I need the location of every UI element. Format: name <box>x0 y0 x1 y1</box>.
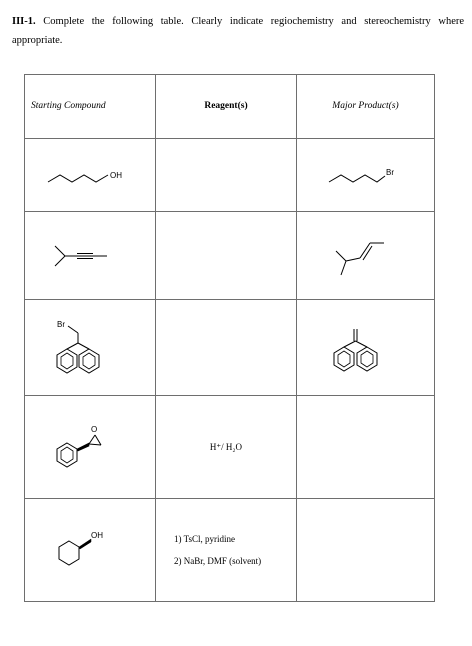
table-row <box>25 396 435 499</box>
diphenylethylene-structure <box>321 323 411 373</box>
cyclohexanol-structure <box>45 527 135 573</box>
cis-alkene-structure <box>326 233 406 279</box>
starting-compound-cell <box>25 396 156 499</box>
styrene-oxide-structure <box>45 423 135 471</box>
bromo-label: Br <box>385 167 394 177</box>
reagent-answer-cell[interactable] <box>156 300 297 396</box>
product-cell <box>297 212 435 300</box>
product-cell <box>297 138 435 212</box>
alkyne-structure <box>45 236 135 276</box>
header-reagents: Reagent(s) <box>156 75 297 139</box>
reagent-answer-cell[interactable] <box>156 212 297 300</box>
starting-compound-cell <box>25 138 156 212</box>
header-major-products: Major Product(s) <box>297 75 435 139</box>
starting-compound-cell <box>25 212 156 300</box>
hexanol-structure <box>40 160 140 190</box>
reagent-step-1: 1) TsCl, pyridine <box>174 533 235 544</box>
bromohexane-structure <box>321 160 411 190</box>
table-row <box>25 300 435 396</box>
starting-compound-cell <box>25 498 156 601</box>
hydroxyl-label: OH <box>91 530 103 540</box>
oxygen-label: O <box>91 425 98 434</box>
starting-compound-cell <box>25 300 156 396</box>
reagent-step-2: 2) NaBr, DMF (solvent) <box>174 555 262 566</box>
reagent-answer-cell[interactable] <box>156 138 297 212</box>
product-answer-cell[interactable] <box>297 396 435 499</box>
table-row <box>25 498 435 601</box>
reagent-cell: H⁺/ H₂O <box>156 396 297 499</box>
table-row <box>25 212 435 300</box>
question-prompt <box>12 12 464 50</box>
table-header-row <box>25 75 435 139</box>
product-answer-cell[interactable] <box>297 498 435 601</box>
header-starting-compound: Starting Compound <box>25 75 156 139</box>
bromo-label: Br <box>57 319 65 329</box>
hydroxyl-label: OH <box>110 170 122 180</box>
table-row <box>25 138 435 212</box>
reaction-table <box>24 74 434 602</box>
reagent-steps-cell <box>156 498 297 601</box>
question-number: III-1. <box>12 16 36 27</box>
question-text: Complete the following table. Clearly indicate regiochemistry and stereochemistry where appropriate. <box>12 16 465 46</box>
bromo-diphenylethane-structure <box>45 317 135 379</box>
product-cell <box>297 300 435 396</box>
